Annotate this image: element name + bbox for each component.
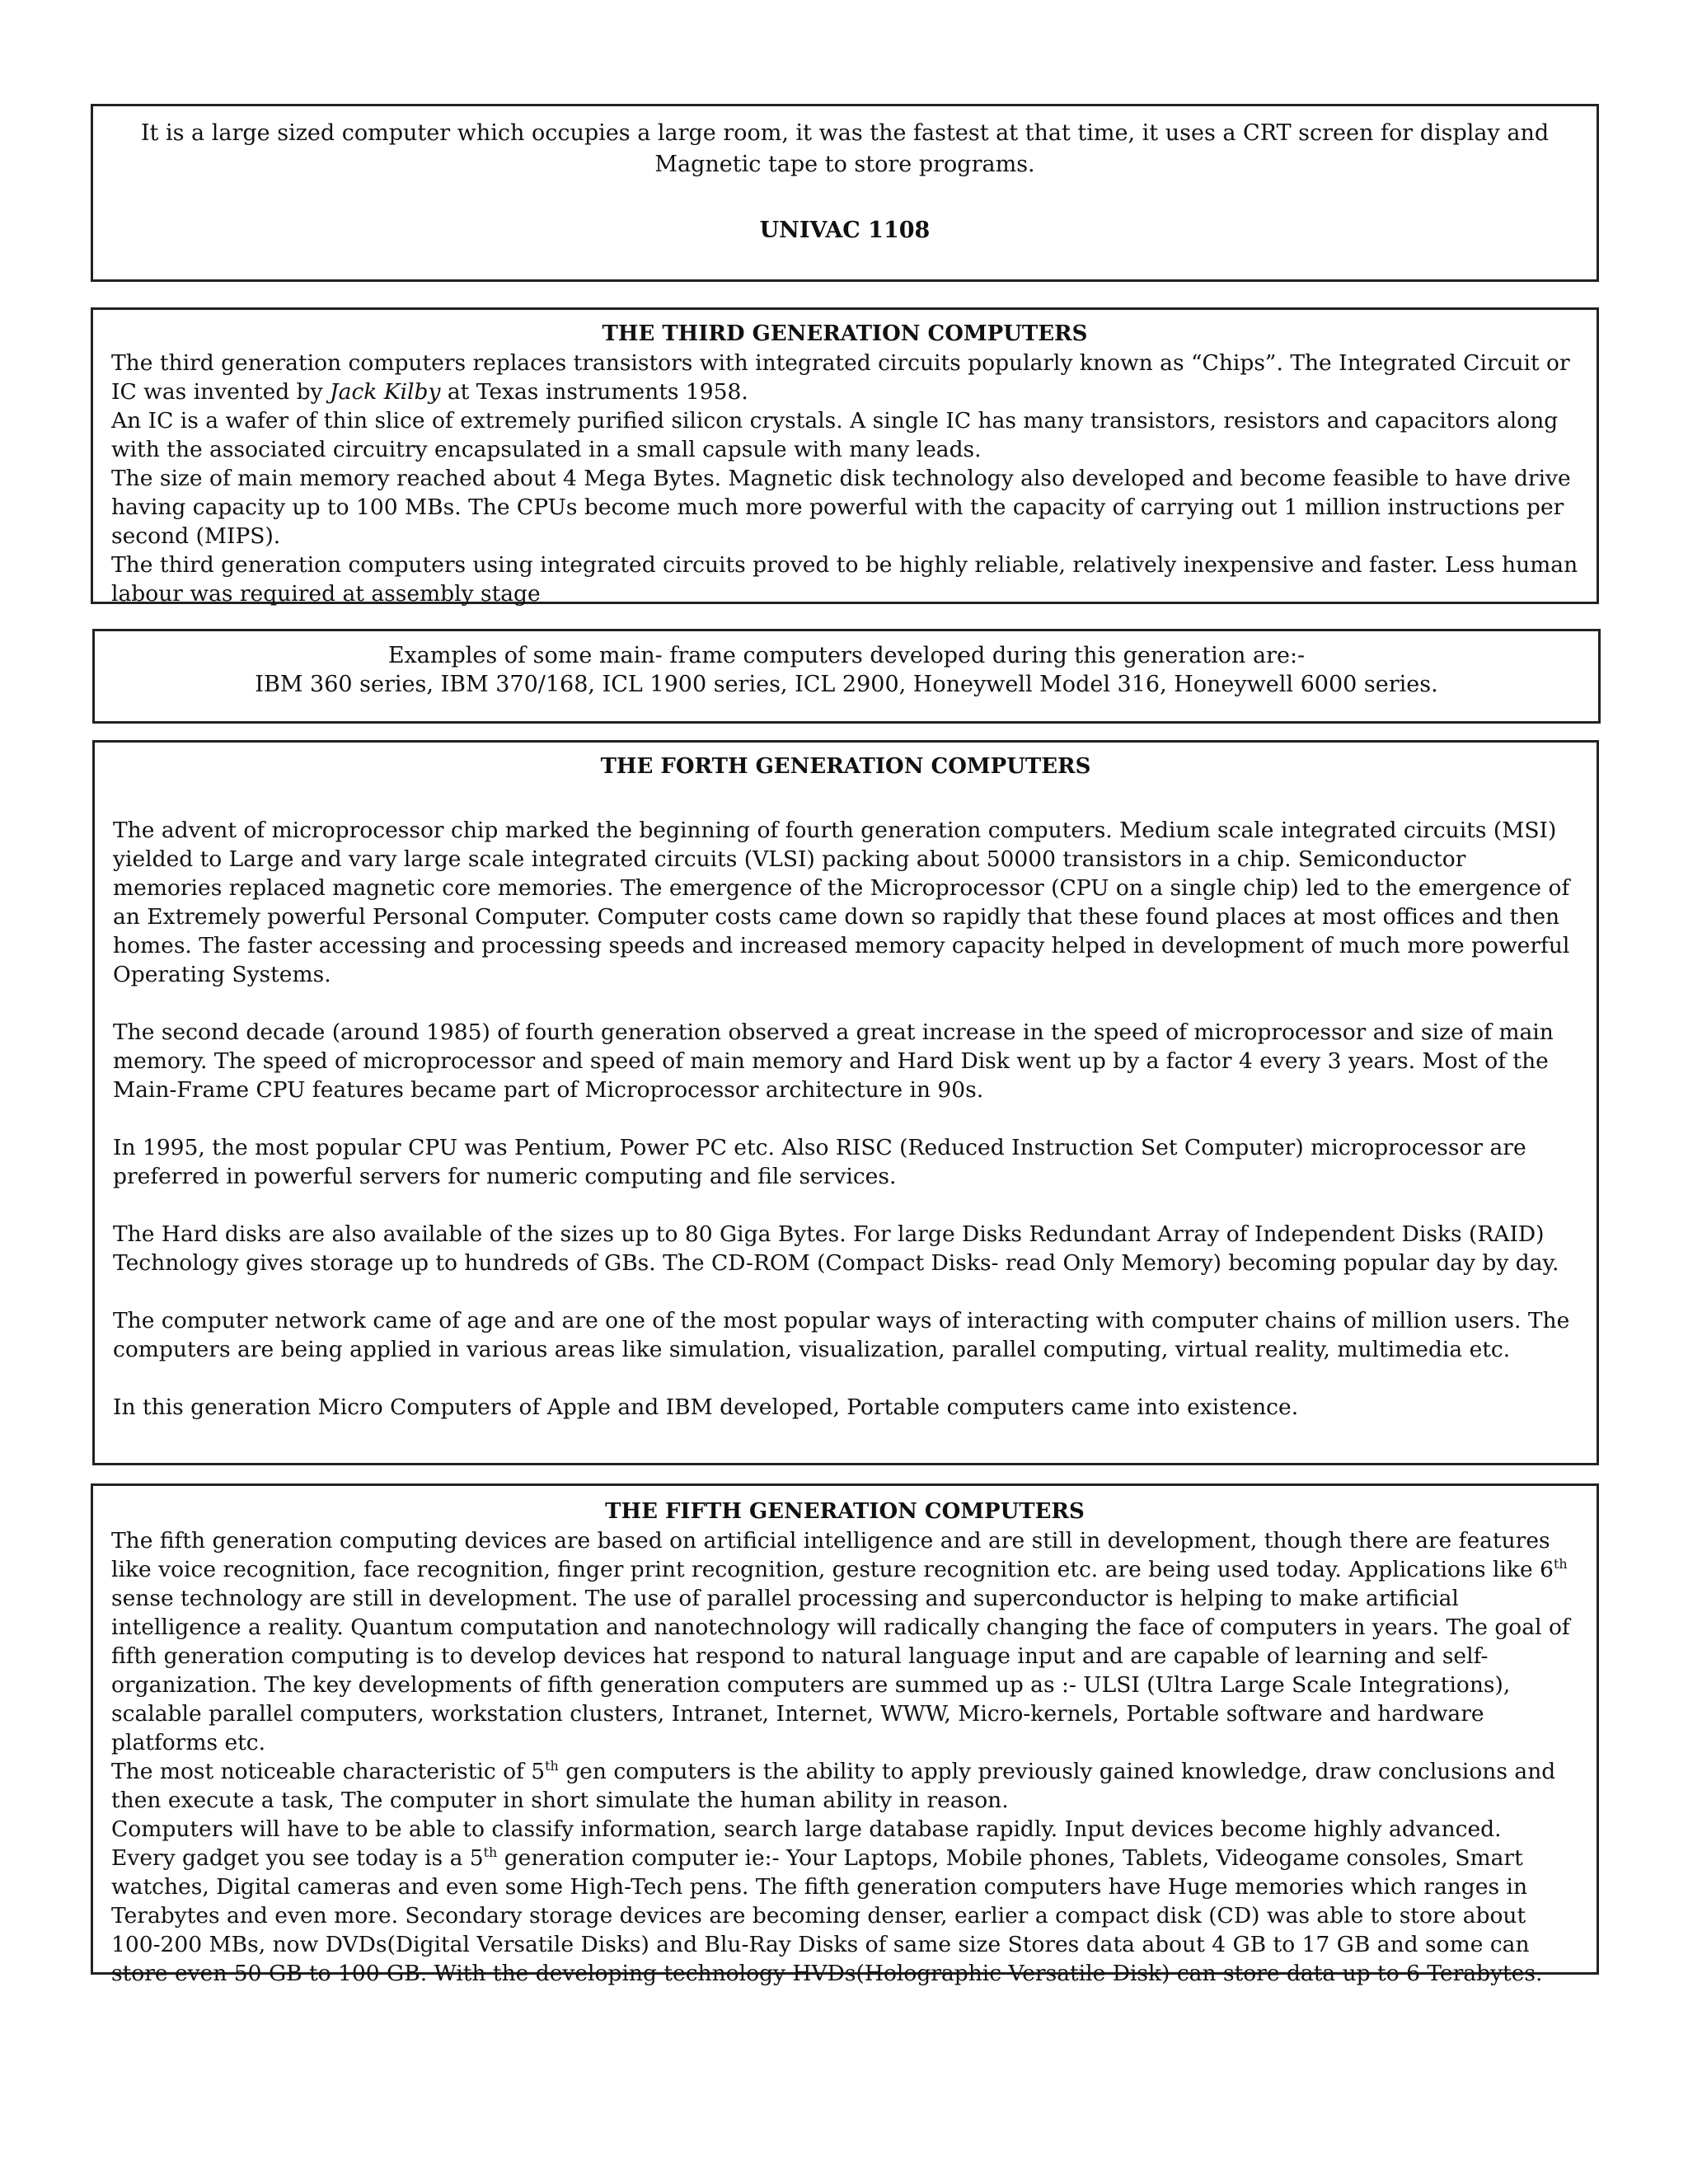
univac-model: UNIVAC 1108 <box>759 218 931 243</box>
fourth-generation-heading: THE FORTH GENERATION COMPUTERS <box>600 754 1091 779</box>
third-generation-paragraph-4: The third generation computers using integrated circuits proved to be highly reliable, relatively inexpensive and faster. Less human labour was required at assembly stage <box>111 552 1578 607</box>
examples-list: IBM 360 series, IBM 370/168, ICL 1900 series, ICL 2900, Honeywell Model 316, Honeywell 6000 series. <box>255 672 1438 697</box>
fourth-generation-paragraph-1: The advent of microprocessor chip marked the beginning of fourth generation computers. Medium scale integrated circuits (MSI) yielded to Large and vary large scale integrated circuits (VLSI) packing about 50000 transistors in a chip. Semiconductor memories replaced magnetic core memories. The emergence of the Microprocessor (CPU on a single chip) led to the emergence of an Extremely powerful Personal Computer. Computer costs came down so rapidly that these found places at most offices and then homes. The faster accessing and processing speeds and increased memory capacity helped in development of much more powerful Operating Systems. <box>113 818 1570 987</box>
univac-box <box>91 104 1599 282</box>
fifth-generation-paragraph-2: The most noticeable characteristic of 5th gen computers is the ability to apply previously gained knowledge, draw conclusions and then execute a task, The computer in short simulate the human ability in reason. <box>111 1758 1556 1813</box>
examples-intro: Examples of some main- frame computers developed during this generation are:- <box>387 643 1306 668</box>
fourth-generation-paragraph-5: The computer network came of age and are one of the most popular ways of interacting with computer chains of million users. The computers are being applied in various areas like simulation, visualization, parallel computing, virtual reality, multimedia etc. <box>113 1308 1570 1362</box>
third-generation-paragraph-2: An IC is a wafer of thin slice of extremely purified silicon crystals. A single IC has many transistors, resistors and capacitors along with the associated circuitry encapsulated in a small capsule with many leads. <box>111 408 1559 462</box>
examples-box <box>92 629 1601 724</box>
third-generation-box <box>91 307 1599 607</box>
fifth-generation-paragraph-3: Computers will have to be able to classify information, search large database rapidly. Input devices become highly advanced. <box>111 1816 1502 1842</box>
fifth-generation-paragraph-4: Every gadget you see today is a 5th generation computer ie:- Your Laptops, Mobile phones, Tablets, Videogame consoles, Smart watches, Digital cameras and even some High-Tech pens. The fifth generation computers have Huge memories which ranges in Terabytes and even more. Secondary storage devices are becoming denser, earlier a compact disk (CD) was able to store about 100-200 MBs, now DVDs(Digital Versatile Disks) and Blu-Ray Disks of same size Stores data about 4 GB to 17 GB and some can store even 50 GB to 100 GB. With the developing technology HVDs(Holographic Versatile Disk) can store data up to 6 Terabytes. <box>111 1844 1543 1986</box>
fourth-generation-box <box>92 740 1599 1465</box>
fifth-generation-paragraph-1: The fifth generation computing devices are based on artificial intelligence and are still in development, though there are features like voice recognition, face recognition, finger print recognition, gesture recognition etc. are being used today. Applications like 6th sense technology are still in development. The use of parallel processing and superconductor is helping to make artificial intelligence a reality. Quantum computation and nanotechnology will radically changing the face of computers in years. The goal of fifth generation computing is to develop devices hat respond to natural language input and are capable of learning and self-organization. The key developments of fifth generation computers are summed up as :- ULSI (Ultra Large Scale Integrations), scalable parallel computers, workstation clusters, Intranet, Internet, WWW, Micro-kernels, Portable software and hardware platforms etc. <box>111 1528 1570 1755</box>
third-generation-heading: THE THIRD GENERATION COMPUTERS <box>602 321 1088 346</box>
third-generation-body <box>111 349 1578 608</box>
inventor-name: Jack Kilby <box>330 379 441 405</box>
fourth-generation-paragraph-4: The Hard disks are also available of the sizes up to 80 Giga Bytes. For large Disks Redundant Array of Independent Disks (RAID) Technology gives storage up to hundreds of GBs. The CD-ROM (Compact Disks- read Only Memory) becoming popular day by day. <box>113 1221 1559 1276</box>
fourth-generation-body <box>113 816 1578 1422</box>
univac-description: It is a large sized computer which occupies a large room, it was the fastest at that time, it uses a CRT screen for display and Magnetic tape to store programs. <box>140 120 1550 177</box>
fourth-generation-paragraph-6: In this generation Micro Computers of Apple and IBM developed, Portable computers came into existence. <box>113 1394 1299 1420</box>
fourth-generation-paragraph-3: In 1995, the most popular CPU was Pentium, Power PC etc. Also RISC (Reduced Instruction Set Computer) microprocessor are preferred in powerful servers for numeric computing and file services. <box>113 1135 1526 1189</box>
third-generation-paragraph-1: The third generation computers replaces transistors with integrated circuits popularly known as “Chips”. The Integrated Circuit or IC was invented by Jack Kilby at Texas instruments 1958. <box>111 350 1570 405</box>
fourth-generation-paragraph-2: The second decade (around 1985) of fourth generation observed a great increase in the speed of microprocessor and size of main memory. The speed of microprocessor and speed of main memory and Hard Disk went up by a factor 4 every 3 years. Most of the Main-Frame CPU features became part of Microprocessor architecture in 90s. <box>113 1019 1554 1103</box>
fifth-generation-box <box>91 1483 1599 1986</box>
fifth-generation-heading: THE FIFTH GENERATION COMPUTERS <box>605 1499 1085 1524</box>
fifth-generation-body <box>111 1526 1578 1988</box>
third-generation-paragraph-3: The size of main memory reached about 4 Mega Bytes. Magnetic disk technology also developed and become feasible to have drive having capacity up to 100 MBs. The CPUs become much more powerful with the capacity of carrying out 1 million instructions per second (MIPS). <box>111 466 1571 549</box>
